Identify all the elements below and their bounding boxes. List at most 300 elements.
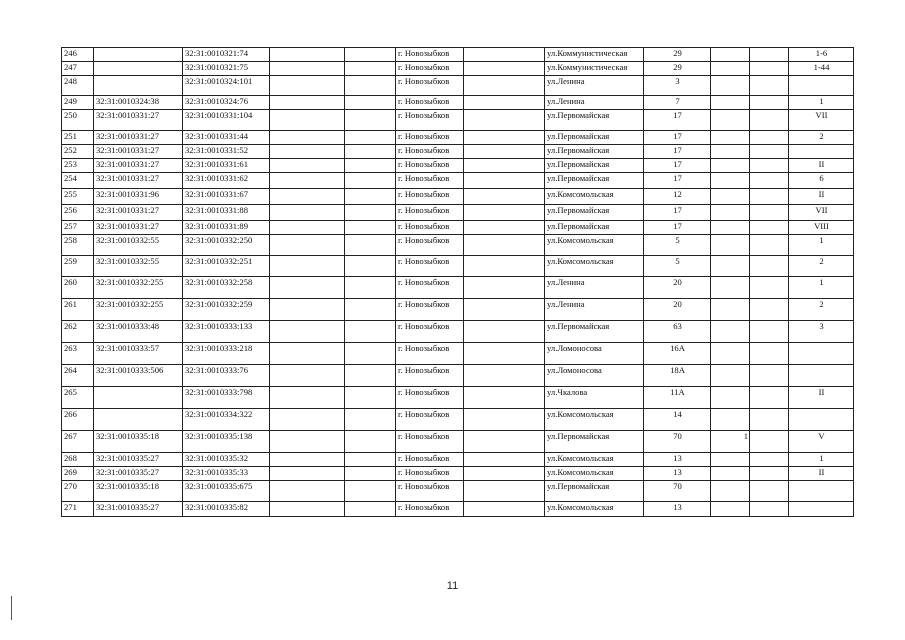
table-row [62,96,854,110]
cell-street: ул.Ленина [545,76,644,96]
cell-row-number: 269 [62,467,94,481]
cell-city: г. Новозыбков [396,277,464,299]
cell-street: ул.Комсомольская [545,409,644,431]
cell-street: ул.Ломоносова [545,365,644,387]
cell-street: ул.Ленина [545,299,644,321]
cell-col-4 [270,453,345,467]
table-row [62,453,854,467]
cell-apartment [789,343,854,365]
cell-col-5 [345,189,396,205]
cell-col-7 [464,299,545,321]
cell-col-10 [711,48,750,62]
cell-col-10 [711,409,750,431]
cell-apartment: 1 [789,235,854,256]
cell-house-number: 70 [644,481,711,502]
cell-building-number: 32:31:0010321:75 [183,62,270,76]
table-row [62,159,854,173]
table-row [62,409,854,431]
cell-col-7 [464,481,545,502]
cell-parcel-number: 32:31:0010335:27 [94,453,183,467]
table-row [62,431,854,453]
cell-city: г. Новозыбков [396,189,464,205]
cell-col-10 [711,221,750,235]
cell-street: ул.Первомайская [545,145,644,159]
cell-parcel-number: 32:31:0010335:18 [94,481,183,502]
cell-col-7 [464,256,545,277]
cell-col-10 [711,145,750,159]
cell-row-number: 253 [62,159,94,173]
cell-col-11 [750,145,789,159]
cell-city: г. Новозыбков [396,48,464,62]
cell-col-7 [464,365,545,387]
cell-col-7 [464,205,545,221]
cell-col-7 [464,96,545,110]
table-row [62,189,854,205]
cell-col-10 [711,96,750,110]
cell-row-number: 249 [62,96,94,110]
cell-building-number: 32:31:0010333:218 [183,343,270,365]
cell-building-number: 32:31:0010335:675 [183,481,270,502]
cell-parcel-number: 32:31:0010331:27 [94,205,183,221]
cell-col-4 [270,131,345,145]
cell-col-7 [464,110,545,131]
page-number: 11 [446,580,459,592]
cell-building-number: 32:31:0010334:322 [183,409,270,431]
cell-col-10 [711,205,750,221]
cell-apartment: 2 [789,131,854,145]
cell-col-11 [750,365,789,387]
table-row [62,299,854,321]
cell-row-number: 257 [62,221,94,235]
cell-street: ул.Комсомольская [545,467,644,481]
cell-parcel-number [94,409,183,431]
cell-row-number: 267 [62,431,94,453]
cell-apartment: 6 [789,173,854,189]
cell-col-11 [750,256,789,277]
cell-city: г. Новозыбков [396,387,464,409]
cell-apartment: 3 [789,321,854,343]
cell-house-number: 13 [644,453,711,467]
cell-col-5 [345,365,396,387]
cell-parcel-number [94,62,183,76]
cell-col-4 [270,145,345,159]
cell-col-11 [750,205,789,221]
cell-building-number: 32:31:0010332:258 [183,277,270,299]
cell-col-4 [270,387,345,409]
cell-col-7 [464,145,545,159]
cell-city: г. Новозыбков [396,299,464,321]
cell-row-number: 262 [62,321,94,343]
cell-col-5 [345,205,396,221]
cell-col-7 [464,453,545,467]
table-row [62,110,854,131]
cell-col-4 [270,189,345,205]
cell-col-7 [464,431,545,453]
cell-col-5 [345,299,396,321]
cell-building-number: 32:31:0010331:104 [183,110,270,131]
table-row [62,145,854,159]
cell-col-4 [270,502,345,517]
cell-col-11 [750,453,789,467]
cell-col-11 [750,76,789,96]
cell-row-number: 271 [62,502,94,517]
cell-col-4 [270,48,345,62]
cell-col-4 [270,299,345,321]
table-row [62,221,854,235]
cell-col-10 [711,110,750,131]
cell-building-number: 32:31:0010333:76 [183,365,270,387]
cell-house-number: 17 [644,159,711,173]
cell-col-11 [750,431,789,453]
cell-parcel-number: 32:31:0010333:506 [94,365,183,387]
cell-parcel-number: 32:31:0010332:55 [94,235,183,256]
table-row [62,467,854,481]
table-row [62,256,854,277]
cell-parcel-number: 32:31:0010333:57 [94,343,183,365]
cell-city: г. Новозыбков [396,256,464,277]
cell-col-11 [750,409,789,431]
cell-apartment [789,502,854,517]
cell-city: г. Новозыбков [396,131,464,145]
cell-building-number: 32:31:0010331:89 [183,221,270,235]
cell-apartment: 2 [789,299,854,321]
table-row [62,235,854,256]
cell-col-5 [345,321,396,343]
cell-col-10 [711,299,750,321]
cell-col-4 [270,256,345,277]
cell-col-10 [711,131,750,145]
cell-col-5 [345,502,396,517]
cell-col-5 [345,131,396,145]
cell-col-11 [750,277,789,299]
cell-street: ул.Чкалова [545,387,644,409]
cell-col-11 [750,299,789,321]
cell-col-11 [750,131,789,145]
cell-house-number: 17 [644,205,711,221]
cell-col-7 [464,502,545,517]
cell-street: ул.Ломоносова [545,343,644,365]
cell-house-number: 18А [644,365,711,387]
cell-col-5 [345,145,396,159]
cell-row-number: 252 [62,145,94,159]
cell-parcel-number: 32:31:0010331:27 [94,131,183,145]
cell-col-7 [464,221,545,235]
cell-col-4 [270,110,345,131]
cell-col-5 [345,256,396,277]
cell-col-11 [750,173,789,189]
cell-house-number: 20 [644,299,711,321]
cell-city: г. Новозыбков [396,110,464,131]
cell-parcel-number: 32:31:0010335:27 [94,467,183,481]
cell-col-4 [270,481,345,502]
cell-house-number: 7 [644,96,711,110]
cell-parcel-number: 32:31:0010331:27 [94,173,183,189]
cell-apartment: 1-44 [789,62,854,76]
cell-col-7 [464,131,545,145]
cell-apartment: 1 [789,96,854,110]
cell-apartment [789,409,854,431]
cell-col-5 [345,409,396,431]
cell-row-number: 265 [62,387,94,409]
cell-city: г. Новозыбков [396,221,464,235]
cell-apartment: 1-6 [789,48,854,62]
cell-parcel-number: 32:31:0010324:38 [94,96,183,110]
cell-city: г. Новозыбков [396,467,464,481]
cell-col-5 [345,343,396,365]
table-row [62,277,854,299]
cell-row-number: 246 [62,48,94,62]
cell-house-number: 70 [644,431,711,453]
cell-col-7 [464,343,545,365]
cell-house-number: 17 [644,173,711,189]
table-row [62,131,854,145]
cell-row-number: 258 [62,235,94,256]
table-row [62,62,854,76]
cell-col-10 [711,343,750,365]
cell-house-number: 13 [644,502,711,517]
cell-building-number: 32:31:0010331:67 [183,189,270,205]
cell-house-number: 20 [644,277,711,299]
cell-city: г. Новозыбков [396,409,464,431]
cell-col-5 [345,110,396,131]
cell-col-4 [270,431,345,453]
cell-city: г. Новозыбков [396,235,464,256]
cell-street: ул.Первомайская [545,221,644,235]
cell-col-5 [345,387,396,409]
cell-house-number: 29 [644,62,711,76]
cell-street: ул.Первомайская [545,481,644,502]
cell-street: ул.Первомайская [545,321,644,343]
cell-building-number: 32:31:0010321:74 [183,48,270,62]
cell-city: г. Новозыбков [396,145,464,159]
cell-building-number: 32:31:0010324:101 [183,76,270,96]
cell-col-5 [345,221,396,235]
cell-col-11 [750,48,789,62]
cell-street: ул.Первомайская [545,205,644,221]
cell-street: ул.Первомайская [545,131,644,145]
table-row [62,343,854,365]
cell-house-number: 5 [644,256,711,277]
cell-street: ул.Первомайская [545,159,644,173]
cell-street: ул.Комсомольская [545,256,644,277]
cell-building-number: 32:31:0010335:32 [183,453,270,467]
cell-house-number: 16А [644,343,711,365]
cell-city: г. Новозыбков [396,321,464,343]
cell-parcel-number: 32:31:0010333:48 [94,321,183,343]
cell-house-number: 17 [644,145,711,159]
table-row [62,76,854,96]
cell-col-10 [711,387,750,409]
cell-row-number: 264 [62,365,94,387]
cell-col-10 [711,235,750,256]
cell-row-number: 260 [62,277,94,299]
cell-street: ул.Первомайская [545,110,644,131]
cell-building-number: 32:31:0010331:61 [183,159,270,173]
table-row [62,481,854,502]
cell-col-10 [711,62,750,76]
cell-col-5 [345,467,396,481]
cell-col-4 [270,235,345,256]
cell-apartment: V [789,431,854,453]
cell-apartment: II [789,189,854,205]
cell-col-4 [270,365,345,387]
cell-col-10: 1 [711,431,750,453]
table-row [62,387,854,409]
cell-col-5 [345,76,396,96]
table-row [62,365,854,387]
cell-col-11 [750,159,789,173]
cell-col-11 [750,321,789,343]
cell-apartment [789,365,854,387]
cell-col-11 [750,96,789,110]
cell-col-5 [345,453,396,467]
cell-apartment: 2 [789,256,854,277]
cell-col-11 [750,481,789,502]
cell-col-11 [750,502,789,517]
cell-building-number: 32:31:0010331:52 [183,145,270,159]
cell-apartment: VII [789,205,854,221]
cell-col-4 [270,159,345,173]
cell-col-11 [750,221,789,235]
table-row [62,502,854,517]
cell-col-4 [270,277,345,299]
cell-col-10 [711,189,750,205]
cell-building-number: 32:31:0010333:798 [183,387,270,409]
cell-row-number: 248 [62,76,94,96]
cell-house-number: 17 [644,221,711,235]
cell-col-4 [270,321,345,343]
cell-house-number: 29 [644,48,711,62]
cell-city: г. Новозыбков [396,365,464,387]
cell-building-number: 32:31:0010331:62 [183,173,270,189]
cell-parcel-number [94,48,183,62]
cell-col-10 [711,256,750,277]
cell-house-number: 14 [644,409,711,431]
cell-parcel-number: 32:31:0010335:27 [94,502,183,517]
cell-apartment [789,76,854,96]
cell-row-number: 255 [62,189,94,205]
cell-col-5 [345,96,396,110]
cell-col-10 [711,321,750,343]
cell-city: г. Новозыбков [396,453,464,467]
cell-col-7 [464,277,545,299]
cell-parcel-number: 32:31:0010332:255 [94,299,183,321]
cell-city: г. Новозыбков [396,343,464,365]
registry-table [61,47,854,517]
cell-col-10 [711,277,750,299]
registry-table-body [62,48,854,517]
cell-col-5 [345,431,396,453]
cell-house-number: 17 [644,110,711,131]
cell-apartment: VIII [789,221,854,235]
cell-house-number: 17 [644,131,711,145]
cell-apartment: 1 [789,277,854,299]
cell-col-10 [711,76,750,96]
cell-city: г. Новозыбков [396,502,464,517]
cell-street: ул.Комсомольская [545,235,644,256]
cell-apartment [789,481,854,502]
cell-row-number: 263 [62,343,94,365]
cell-parcel-number: 32:31:0010331:27 [94,159,183,173]
table-row [62,48,854,62]
cell-col-11 [750,110,789,131]
cell-building-number: 32:31:0010331:44 [183,131,270,145]
cell-col-4 [270,409,345,431]
cell-col-7 [464,387,545,409]
cell-col-5 [345,481,396,502]
cell-col-10 [711,173,750,189]
cell-col-4 [270,76,345,96]
cell-col-11 [750,189,789,205]
cell-apartment [789,145,854,159]
cell-col-10 [711,453,750,467]
cell-col-11 [750,387,789,409]
cell-col-11 [750,235,789,256]
cell-col-5 [345,235,396,256]
cell-building-number: 32:31:0010335:138 [183,431,270,453]
cell-col-4 [270,205,345,221]
cell-row-number: 268 [62,453,94,467]
cell-col-4 [270,62,345,76]
cell-col-7 [464,321,545,343]
cell-row-number: 266 [62,409,94,431]
cell-building-number: 32:31:0010331:88 [183,205,270,221]
cell-parcel-number: 32:31:0010331:96 [94,189,183,205]
cell-street: ул.Комсомольская [545,453,644,467]
cell-col-11 [750,343,789,365]
cell-apartment: II [789,159,854,173]
cell-building-number: 32:31:0010324:76 [183,96,270,110]
cell-row-number: 261 [62,299,94,321]
cell-building-number: 32:31:0010335:82 [183,502,270,517]
cell-col-4 [270,173,345,189]
cell-parcel-number [94,387,183,409]
cell-house-number: 12 [644,189,711,205]
cell-col-7 [464,48,545,62]
cell-street: ул.Комсомольская [545,502,644,517]
cell-row-number: 250 [62,110,94,131]
cell-street: ул.Ленина [545,96,644,110]
cell-parcel-number: 32:31:0010332:55 [94,256,183,277]
cell-col-7 [464,173,545,189]
cell-city: г. Новозыбков [396,159,464,173]
cell-col-4 [270,96,345,110]
cell-building-number: 32:31:0010332:251 [183,256,270,277]
margin-mark [11,596,12,620]
cell-row-number: 270 [62,481,94,502]
cell-col-4 [270,343,345,365]
cell-row-number: 259 [62,256,94,277]
table-row [62,205,854,221]
cell-city: г. Новозыбков [396,62,464,76]
cell-city: г. Новозыбков [396,76,464,96]
cell-parcel-number: 32:31:0010331:27 [94,145,183,159]
cell-apartment: II [789,467,854,481]
cell-col-5 [345,62,396,76]
cell-col-7 [464,159,545,173]
cell-street: ул.Первомайская [545,173,644,189]
cell-street: ул.Комсомольская [545,189,644,205]
cell-col-4 [270,221,345,235]
cell-apartment: 1 [789,453,854,467]
cell-row-number: 247 [62,62,94,76]
table-row [62,173,854,189]
cell-street: ул.Коммунистическая [545,62,644,76]
cell-city: г. Новозыбков [396,96,464,110]
cell-city: г. Новозыбков [396,481,464,502]
cell-parcel-number: 32:31:0010331:27 [94,110,183,131]
cell-col-7 [464,235,545,256]
